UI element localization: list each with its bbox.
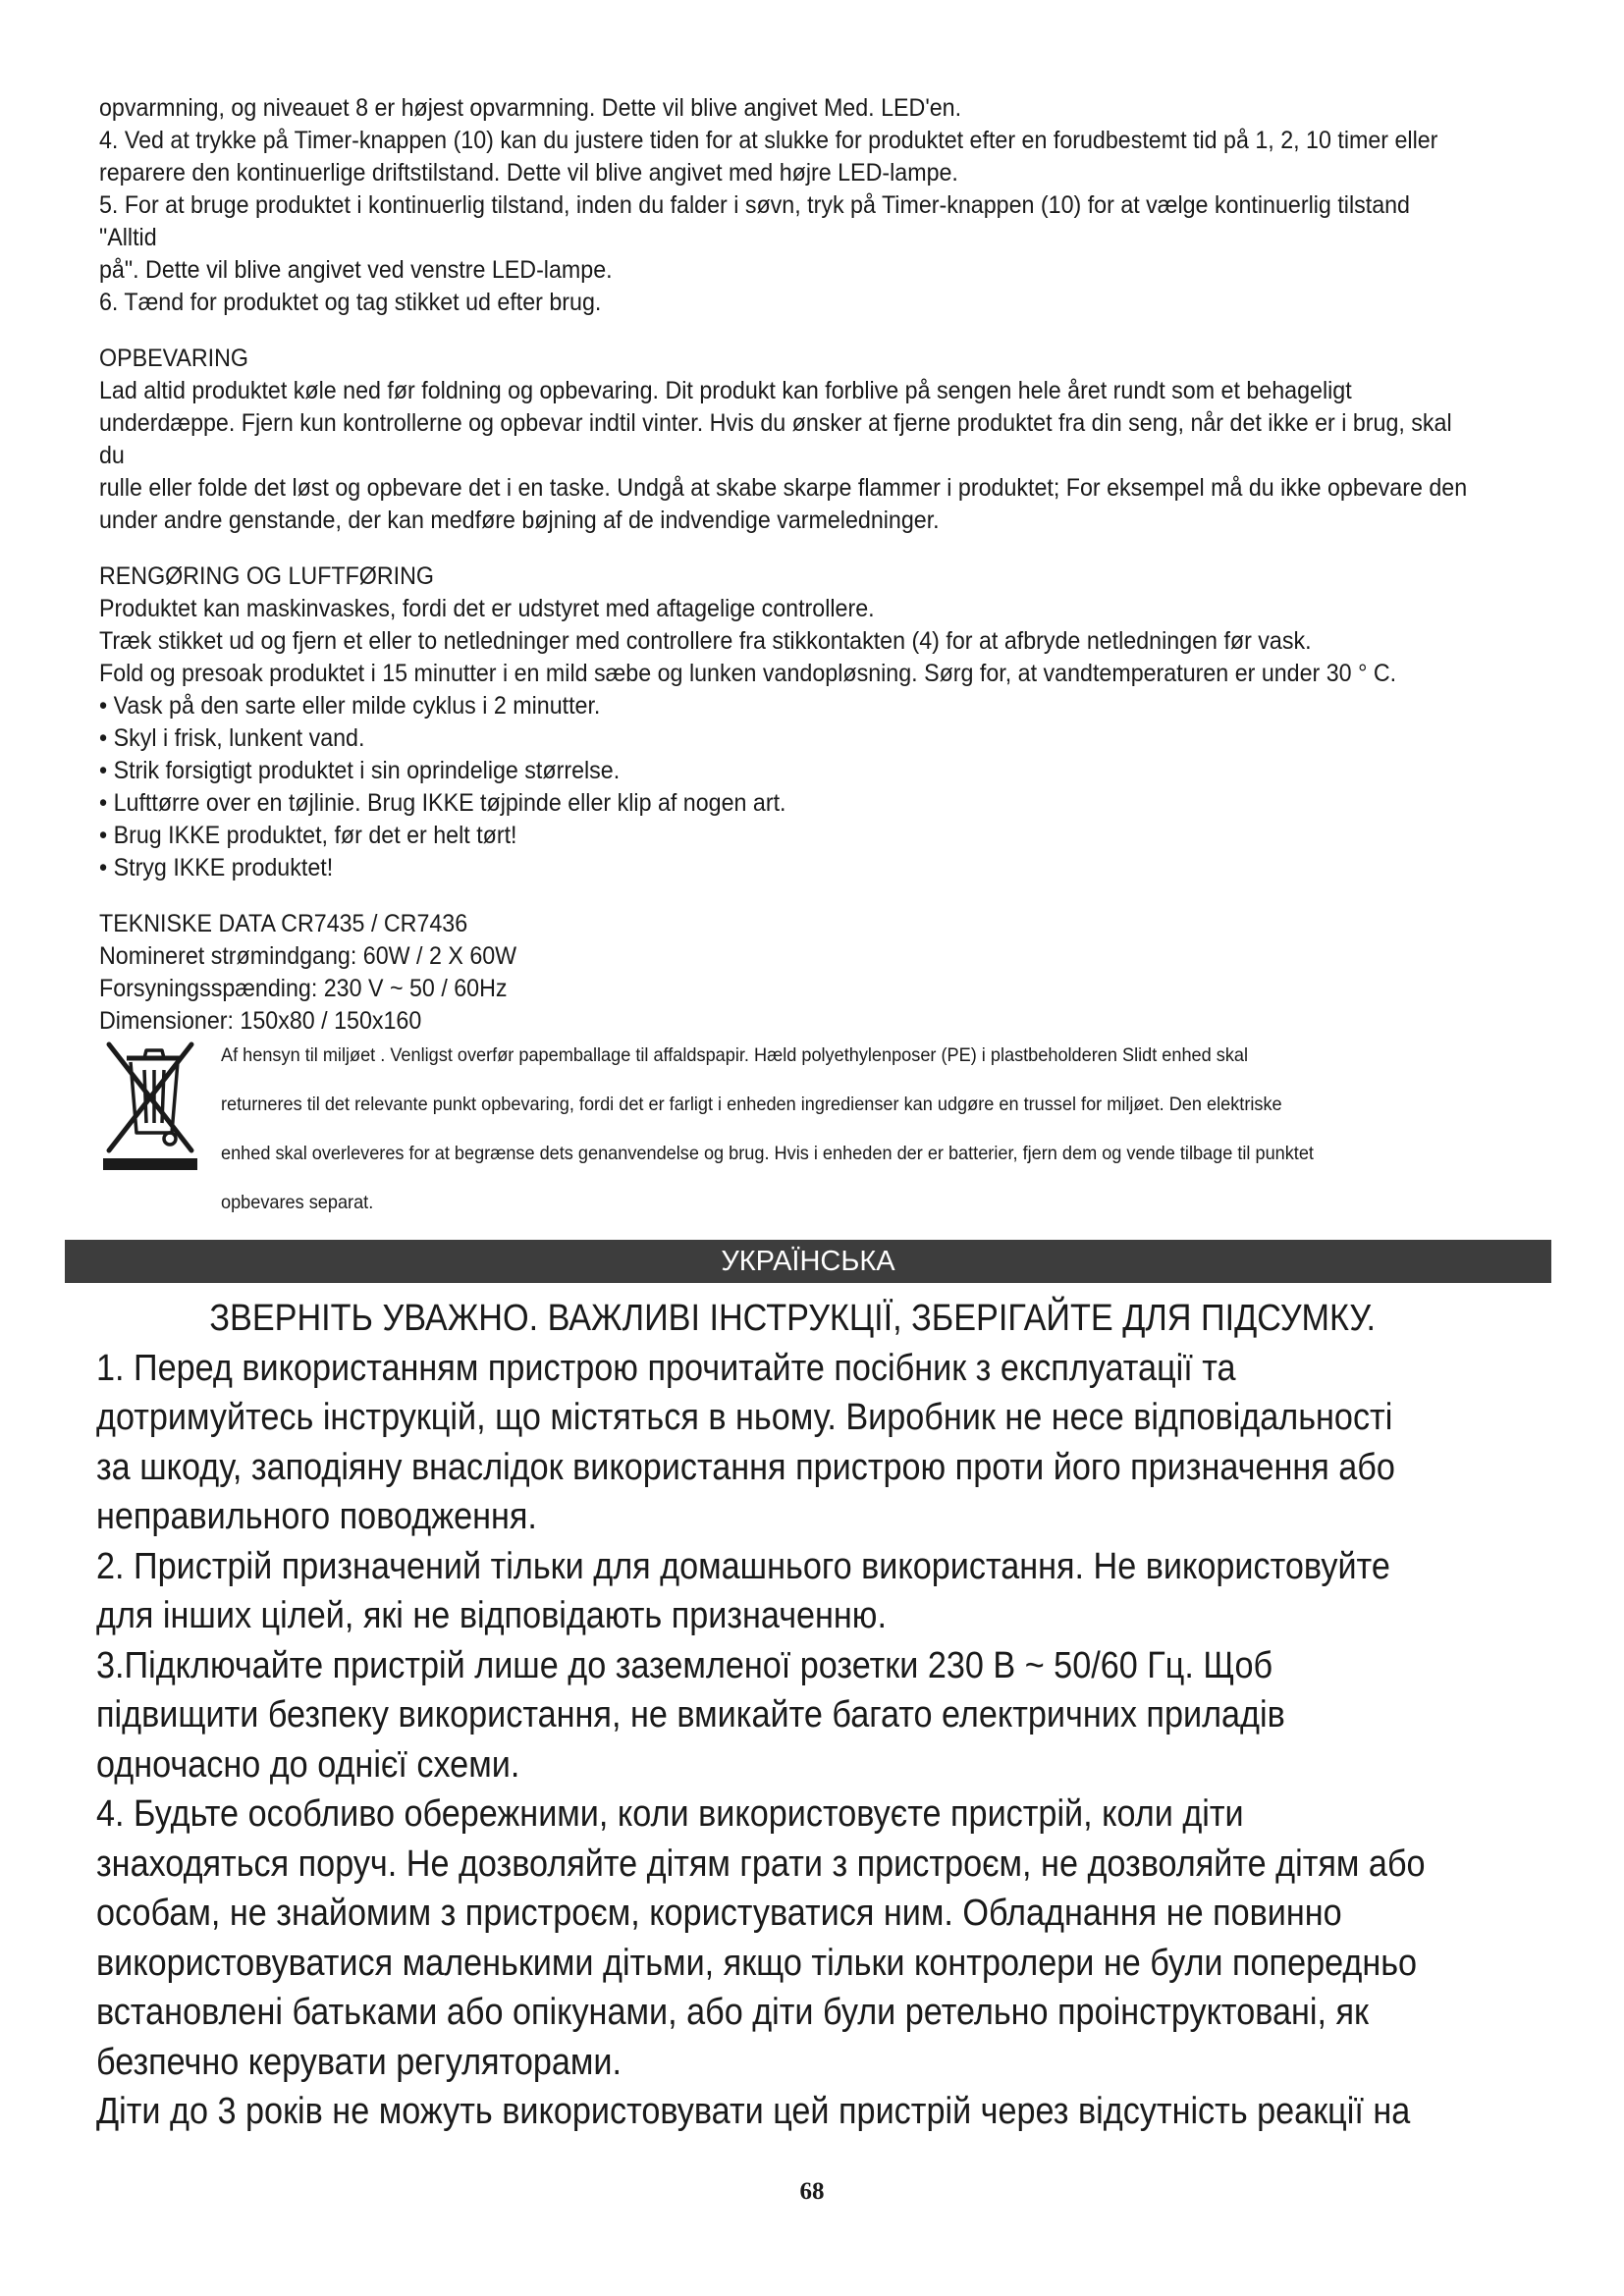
ukrainian-line: використовуватися маленькими дітьми, якщо тільки контролери не були попередньо	[96, 1942, 1418, 1984]
language-header-bar: УКРАЇНСЬКА	[65, 1240, 1551, 1283]
ukrainian-title: ЗВЕРНІТЬ УВАЖНО. ВАЖЛИВІ ІНСТРУКЦІЇ, ЗБЕРІГАЙТЕ ДЛЯ ПІДСУМКУ.	[209, 1298, 1377, 1339]
ukrainian-line: 2. Пристрій призначений тільки для домашнього використання. Не використовуйте	[96, 1545, 1390, 1587]
ukrainian-line: дотримуйтесь інструкцій, що містяться в ньому. Виробник не несе відповідальності	[96, 1397, 1393, 1438]
cleaning-line: Træk stikket ud og fjern et eller to netledninger med controllere fra stikkontakten (4) for at afbryde netledningen før vask.	[99, 627, 1312, 655]
ukrainian-line: за шкоду, заподіяну внаслідок використання пристрою проти його призначення або	[96, 1446, 1395, 1488]
ukrainian-line: безпечно керувати регуляторами.	[96, 2041, 623, 2083]
tech-data-line: Forsyningsspænding: 230 V ~ 50 / 60Hz	[99, 975, 508, 1002]
ukrainian-line: 1. Перед використанням пристрою прочитайте посібник з експлуатації та	[96, 1347, 1236, 1389]
heating-line-2: 4. Ved at trykke på Timer-knappen (10) kan du justere tiden for at slukke for produktet efter en forudbestemt tid på 1, 2, 10 timer eller	[99, 127, 1438, 154]
heating-line-3: reparere den kontinuerlige driftstilstand. Dette vil blive angivet med højre LED-lampe.	[99, 159, 958, 187]
weee-text	[221, 1031, 1499, 1227]
storage-line: rulle eller folde det løst og opbevare det i en taske. Undgå at skabe skarpe flammer i produktet; For eksempel må du ikke opbevare den	[99, 474, 1468, 502]
tech-data-line: Dimensioner: 150x80 / 150x160	[99, 1007, 422, 1035]
storage-heading: OPBEVARING	[99, 345, 249, 372]
tech-data-line: Nomineret strømindgang: 60W / 2 X 60W	[99, 942, 517, 970]
weee-line: opbevares separat.	[221, 1192, 374, 1213]
cleaning-bullet: • Stryg IKKE produktet!	[99, 854, 334, 881]
tech-data-heading: TEKNISKE DATA CR7435 / CR7436	[99, 910, 468, 937]
weee-notice	[99, 1031, 1572, 1213]
storage-line: Lad altid produktet køle ned før foldning og opbevaring. Dit produkt kan forblive på sengen hele året rundt som et behageligt	[99, 377, 1352, 404]
ukrainian-line: підвищити безпеку використання, не вмикайте багато електричних приладів	[96, 1694, 1285, 1735]
ukrainian-line: знаходяться поруч. Не дозволяйте дітям грати з пристроєм, не дозволяйте дітям або	[96, 1842, 1426, 1885]
danish-section	[99, 92, 1469, 1038]
ukrainian-line: встановлені батьками або опікунами, або діти були ретельно проінструктовані, як	[96, 1992, 1370, 2033]
storage-line: under andre genstande, der kan medføre bøjning af de indvendige varmeledninger.	[99, 507, 940, 534]
heating-line-5: på". Dette vil blive angivet ved venstre LED-lampe.	[99, 256, 613, 284]
ukrainian-line: Діти до 3 років не можуть використовувати цей пристрій через відсутність реакції на	[96, 2091, 1411, 2132]
weee-line: returneres til det relevante punkt opbevaring, fordi det er farligt i enheden ingredienser kan udgøre en trussel for miljøet. Den elektriske	[221, 1094, 1282, 1115]
cleaning-bullet: • Vask på den sarte eller milde cyklus i 2 minutter.	[99, 692, 601, 720]
cleaning-line: Produktet kan maskinvaskes, fordi det er udstyret med aftagelige controllere.	[99, 595, 875, 622]
cleaning-bullet: • Lufttørre over en tøjlinie. Brug IKKE tøjpinde eller klip af nogen art.	[99, 789, 786, 817]
ukrainian-line: одночасно до однієї схеми.	[96, 1743, 520, 1786]
ukrainian-line: особам, не знайомим з пристроєм, користуватися ним. Обладнання не повинно	[96, 1893, 1342, 1934]
heating-line-4: 5. For at bruge produktet i kontinuerlig tilstand, inden du falder i søvn, tryk på Timer-knappen (10) for at vælge kontinuerlig tilstand "Alltid	[99, 191, 1410, 251]
page-number: 68	[799, 2178, 825, 2205]
cleaning-bullet: • Skyl i frisk, lunkent vand.	[99, 724, 365, 752]
ukrainian-line: 4. Будьте особливо обережними, коли використовуєте пристрій, коли діти	[96, 1793, 1244, 1835]
cleaning-heading: RENGØRING OG LUFTFØRING	[99, 562, 435, 590]
cleaning-bullet: • Brug IKKE produktet, før det er helt tørt!	[99, 822, 517, 849]
weee-line: enhed skal overleveres for at begrænse dets genanvendelse og brug. Hvis i enheden der er batterier, fjern dem og vende tilbage til punktet	[221, 1143, 1314, 1164]
weee-line: Af hensyn til miljøet . Venligst overfør papemballage til affaldspapir. Hæld polyethylenposer (PE) i plastbeholderen Slidt enhed skal	[221, 1044, 1249, 1066]
ukrainian-line: неправильного поводження.	[96, 1496, 537, 1537]
ukrainian-line: 3.Підключайте пристрій лише до заземленої розетки 230 В ~ 50/60 Гц. Щоб	[96, 1644, 1273, 1686]
ukrainian-line: для інших цілей, які не відповідають призначенню.	[96, 1595, 887, 1636]
heating-line-6: 6. Tænd for produktet og tag stikket ud efter brug.	[99, 289, 602, 316]
heating-line-1: opvarmning, og niveauet 8 er højest opvarmning. Dette vil blive angivet Med. LED'en.	[99, 94, 962, 122]
storage-line: underdæppe. Fjern kun kontrollerne og opbevar indtil vinter. Hvis du ønsker at fjerne produktet fra din seng, når det ikke er i brug, skal du	[99, 409, 1452, 469]
cleaning-line: Fold og presoak produktet i 15 minutter i en mild sæbe og lunken vandopløsning. Sørg for, at vandtemperaturen er under 30 ° C.	[99, 660, 1397, 687]
cleaning-bullet: • Strik forsigtigt produktet i sin oprindelige størrelse.	[99, 757, 621, 784]
crossed-out-bin-icon	[101, 1037, 199, 1174]
ukrainian-section	[96, 1294, 1475, 2137]
